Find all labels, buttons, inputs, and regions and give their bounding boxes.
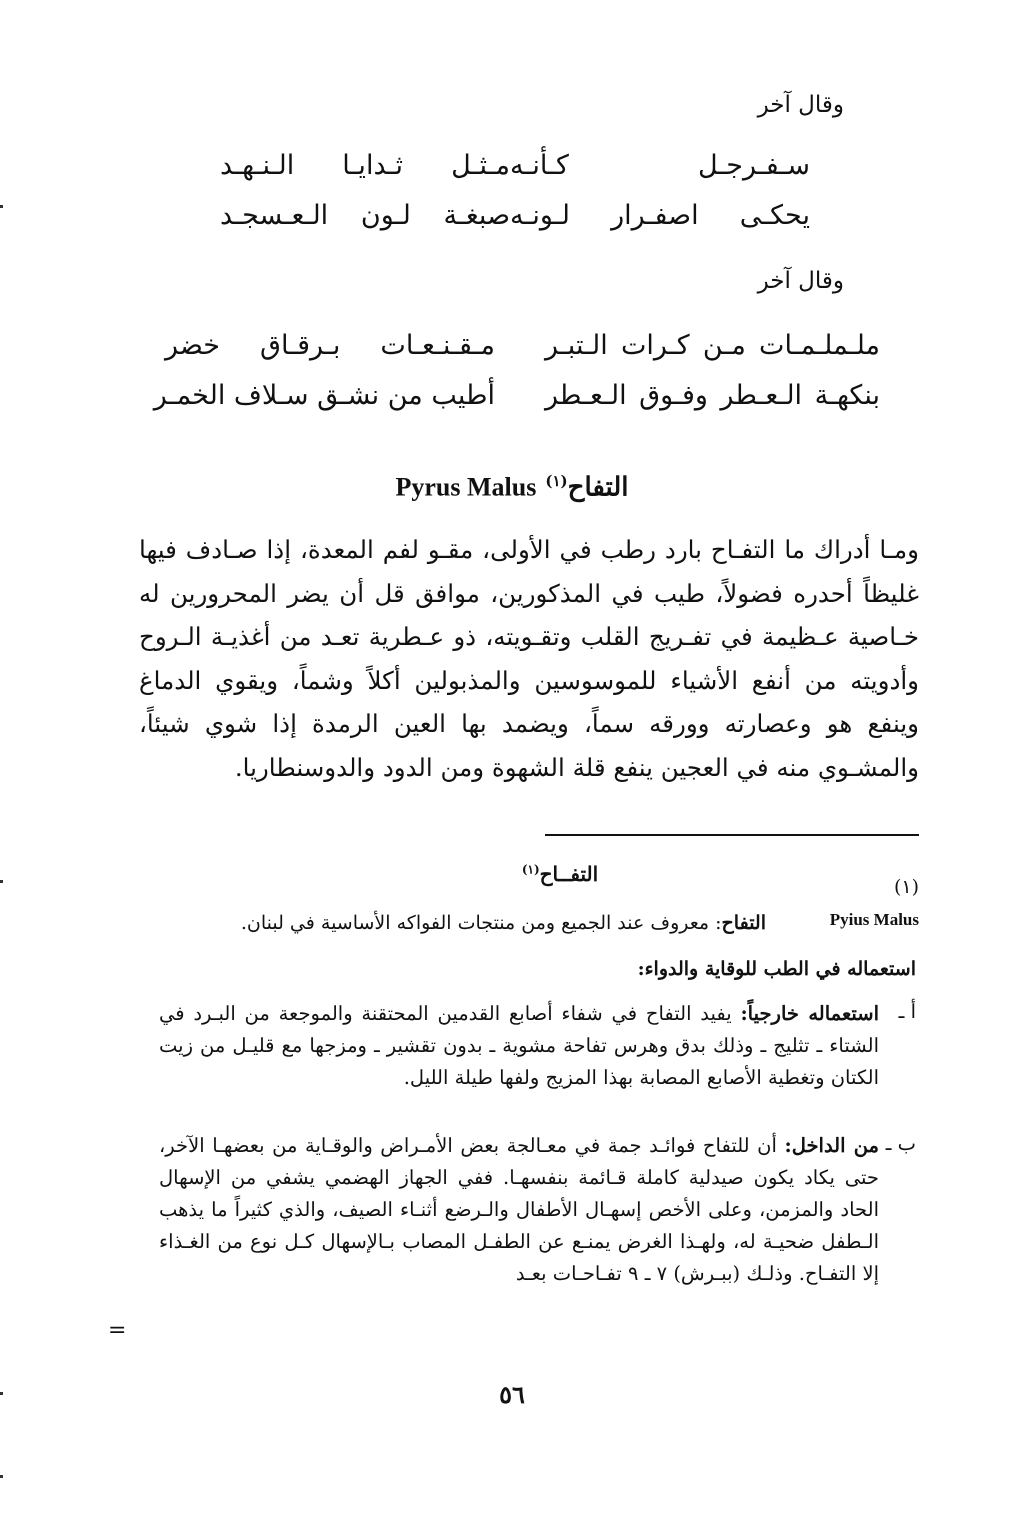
footnote-item-a-label: استعماله خارجياً: xyxy=(740,1002,879,1025)
footnote-definition-text: : معروف عند الجميع ومن منتجات الفواكه الأساسية في لبنان. xyxy=(240,912,722,934)
section-heading xyxy=(0,472,1024,503)
footnote-item-a xyxy=(159,998,879,1094)
poem1-line-1 xyxy=(220,150,810,190)
footnote-item-b-marker: ب ـ xyxy=(885,1132,916,1155)
scan-speck xyxy=(0,880,3,883)
section-title-footnote-ref: (١) xyxy=(545,472,568,490)
poem2-line-1-first-hemistich: ملـملـمـات مـن كـرات الـتبـر xyxy=(545,330,880,361)
footnote-title xyxy=(460,862,660,886)
poem1-line-2 xyxy=(220,200,810,240)
footnote-separator xyxy=(545,834,919,836)
footnote-title-ref: (١) xyxy=(521,862,540,877)
poem2-line-2 xyxy=(153,380,880,420)
section-title-latin: Pyrus Malus xyxy=(395,472,537,502)
footnote-item-b-text: أن للتفاح فوائـد جمة في معـالجة بعض الأمـراض والوقـاية من بعضهـا الآخر، حتى يكاد يكون صيدلية كاملة قـائمة بنفسهـا. ففي الجهاز الهضمي يشفي من الإسهال الحاد والمزمن، وعلى الأخص إسهـال الأطفال والـرضع أثنـاء الصيف، والذي كثيراً ما يذهب الـطفل ضحيـة له، ولهـذا الغرض يمنـع عن الطفـل المصاب بـالإسهال كـل نوع من الغـذاء إلا التفـاح. وذلـك (ببـرش) ٧ ـ ٩ تفـاحـات بعـد xyxy=(159,1134,879,1285)
poem2-line-2-second-hemistich: أطيب من نشـق سـلاف الخمـر xyxy=(153,380,495,411)
poem1-line-2-second-hemistich: صبغـة لـون الـعـسجـد xyxy=(220,200,510,231)
footnote-latin-name: Pyius Malus xyxy=(829,910,919,929)
section-title-arabic: التفاح xyxy=(567,472,629,503)
footnote-item-b-label: من الداخل: xyxy=(784,1134,879,1157)
continuation-mark: = xyxy=(108,1318,127,1343)
main-paragraph: ومـا أدراك ما التفـاح بارد رطب في الأولى، مقـو لفم المعدة، إذا صـادف فيها غليظاً أحدره فضولاً، طيب في المذكورين، موافق قل أن يضر المحرورين له خـاصية عـظيمة في تفـريج القلب وتقـويته، ذو عـطرية تعـد من أغذيـة الـروح وأدويته من أنفع الأشياء للموسوسين والمذبولين أكلاً وشماً، ويقوي الدماغ وينفع هو وعصارته وورقه سماً، ويضمد بها العين الرمدة إذا شوي شيئاً، والمشـوي منه في العجين ينفع قلة الشهوة ومن الدود والدوسنطاريا. xyxy=(139,535,919,782)
poem2-line-1 xyxy=(165,330,880,370)
poem2-line-1-second-hemistich: مـقـنـعـات بـرقـاق خضر xyxy=(165,330,495,361)
scan-speck xyxy=(0,1392,3,1395)
poem2-line-2-first-hemistich: بنكهـة الـعـطر وفـوق الـعـطر xyxy=(545,380,880,411)
footnote-item-b xyxy=(159,1130,879,1290)
poem1-line-1-second-hemistich: مـثـل ثـدايـا الـنـهـد xyxy=(220,150,510,181)
scan-speck xyxy=(0,205,3,208)
poem1-line-2-first-hemistich: يحكـى اصفـرار لـونـه xyxy=(510,200,810,231)
footnote-item-a-marker: أ ـ xyxy=(898,1000,916,1023)
footnote-title-text: التفــاح xyxy=(539,862,599,886)
footnote-subheading: استعماله في الطب للوقاية والدواء: xyxy=(637,958,916,980)
poem1-intro: وقال آخر xyxy=(757,92,844,118)
footnote-definition xyxy=(241,912,766,934)
poem1-line-1-first-hemistich: سـفـرجـل كـأنـه xyxy=(510,150,810,181)
poem2-intro: وقال آخر xyxy=(757,268,844,294)
page-number: ٥٦ xyxy=(499,1380,525,1409)
footnote-number: (١) xyxy=(893,876,919,898)
scan-speck xyxy=(0,1475,3,1478)
footnote-definition-label: التفاح xyxy=(721,912,766,934)
footnote-item-a-text: يفيد التفاح في شفاء أصابع القدمين المحتقنة والموجعة من البـرد في الشتاء ـ تثليج ـ وذلك بدق وهرس تفاحة مشوية ـ بدون تقشير ـ ومزجها مع قليـل من زيت الكتان وتغطية الأصابع المصابة بهذا المزيج ولفها طيلة الليل. xyxy=(159,1002,879,1089)
